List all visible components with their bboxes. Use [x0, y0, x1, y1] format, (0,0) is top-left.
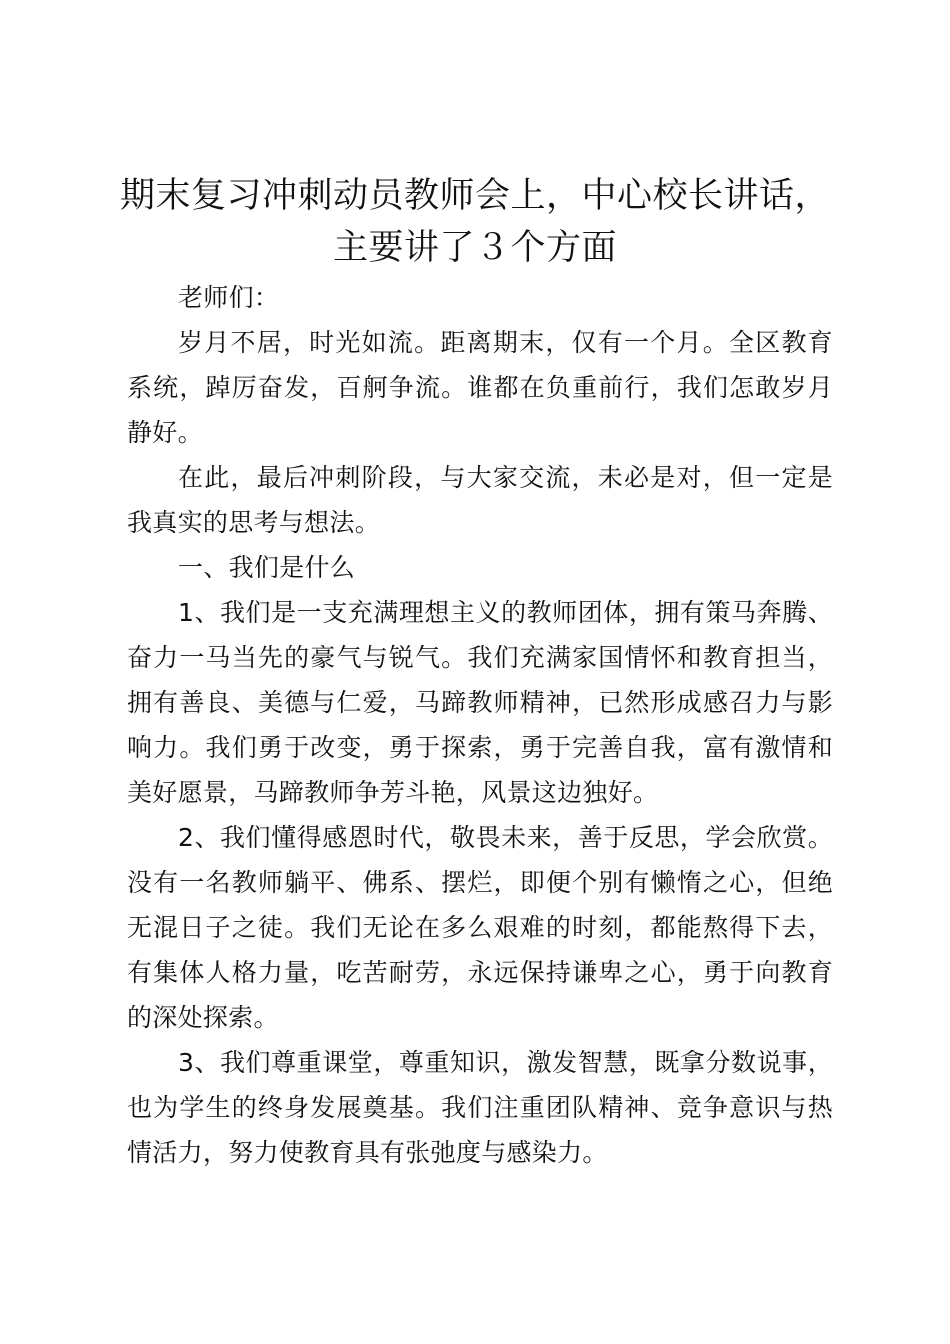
document-title-line-1: 期末复习冲刺动员教师会上，中心校长讲话， — [119, 176, 830, 216]
body-paragraph-1: 岁月不居，时光如流。距离期末，仅有一个月。全区教育系统，踔厉奋发，百舸争流。谁都在负重前行，我们怎敢岁月静好。 — [127, 328, 833, 447]
body-paragraph-2: 在此，最后冲刺阶段，与大家交流，未必是对，但一定是我真实的思考与想法。 — [127, 463, 833, 537]
section-heading-1: 一、我们是什么 — [178, 553, 356, 582]
body-paragraph-5: 3、我们尊重课堂，尊重知识，激发智慧，既拿分数说事，也为学生的终身发展奠基。我们注重团队精神、竞争意识与热情活力，努力使教育具有张弛度与感染力。 — [127, 1048, 833, 1167]
body-paragraph-3: 1、我们是一支充满理想主义的教师团体，拥有策马奔腾、奋力一马当先的豪气与锐气。我们充满家国情怀和教育担当，拥有善良、美德与仁爱，马蹄教师精神，已然形成感召力与影响力。我们勇于改变，勇于探索，勇于完善自我，富有激情和美好愿景，马蹄教师争芳斗艳，风景这边独好。 — [127, 598, 833, 807]
document-title-line-2: 主要讲了３个方面 — [332, 228, 617, 268]
body-paragraph-4: 2、我们懂得感恩时代，敬畏未来，善于反思，学会欣赏。没有一名教师躺平、佛系、摆烂，即便个别有懒惰之心，但绝无混日子之徒。我们无论在多么艰难的时刻，都能熬得下去，有集体人格力量，吃苦耐劳，永远保持谦卑之心，勇于向教育的深处探索。 — [127, 823, 833, 1032]
salutation-paragraph: 老师们： — [178, 283, 280, 312]
